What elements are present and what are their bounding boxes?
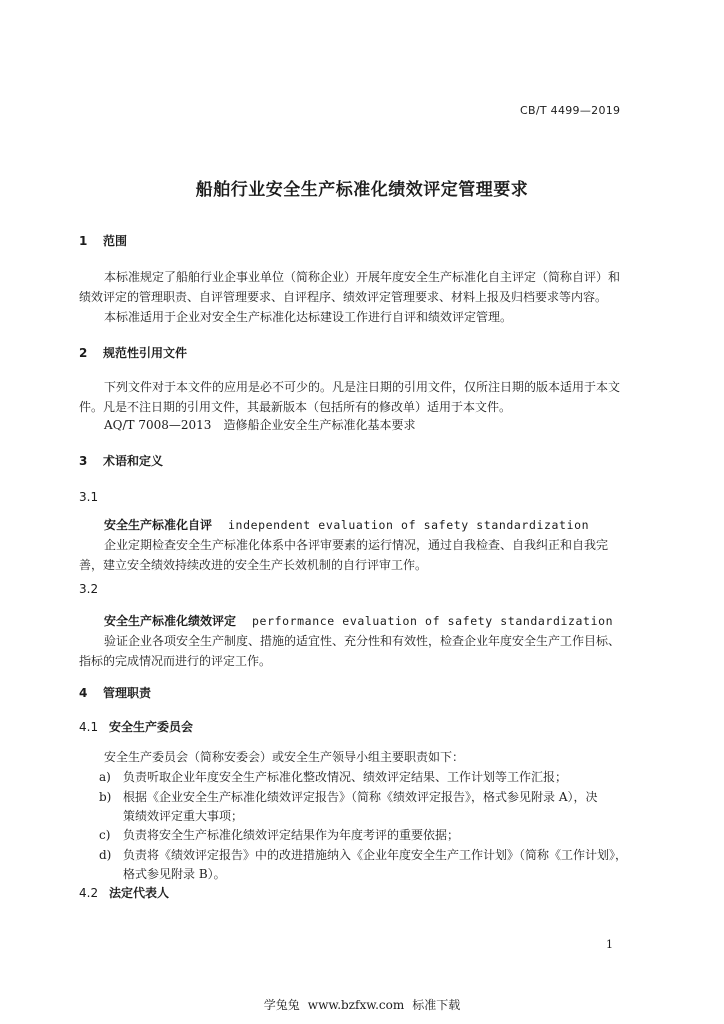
list-item-text-continued: 策绩效评定重大事项； bbox=[123, 809, 244, 823]
term-chinese: 安全生产标准化绩效评定 bbox=[104, 614, 237, 628]
list-item bbox=[99, 768, 659, 786]
term-english: independent evaluation of safety standardization bbox=[228, 518, 590, 532]
subsection-3-2-number: 3.2 bbox=[79, 582, 99, 596]
subsection-4-2-heading bbox=[79, 884, 169, 901]
definition-line: 善，建立安全绩效持续改进的安全生产长效机制的自行评审工作。 bbox=[79, 558, 428, 572]
section-title: 规范性引用文件 bbox=[103, 346, 188, 360]
standard-number: CB/T 4499—2019 bbox=[520, 104, 621, 117]
term-english: performance evaluation of safety standardization bbox=[252, 614, 614, 628]
paragraph-line: 下列文件对于本文件的应用是必不可少的。凡是注日期的引用文件，仅所注日期的版本适用于本文 bbox=[104, 380, 621, 394]
subsection-number: 4.2 bbox=[79, 886, 99, 900]
document-title: 船舶行业安全生产标准化绩效评定管理要求 bbox=[195, 180, 529, 200]
section-4-heading bbox=[79, 684, 151, 701]
section-title: 术语和定义 bbox=[103, 454, 164, 468]
list-item-label: b) bbox=[99, 790, 112, 804]
section-title: 范围 bbox=[103, 234, 128, 248]
footer-tagline: 标准下载 bbox=[412, 998, 461, 1012]
list-item bbox=[99, 826, 659, 844]
paragraph-line: 本标准适用于企业对安全生产标准化达标建设工作进行自评和绩效评定管理。 bbox=[104, 310, 513, 324]
section-title: 管理职责 bbox=[103, 686, 152, 700]
list-item-text: 负责听取企业年度安全生产标准化整改情况、绩效评定结果、工作计划等工作汇报； bbox=[123, 770, 568, 784]
footer-url-link[interactable]: www.bzfxw.com bbox=[307, 998, 405, 1012]
list-item-label: d) bbox=[99, 848, 112, 862]
definition-line: 指标的完成情况而进行的评定工作。 bbox=[79, 654, 272, 668]
section-number: 3 bbox=[79, 454, 88, 468]
paragraph-line: 本标准规定了船舶行业企事业单位（简称企业）开展年度安全生产标准化自主评定（简称自评）和 bbox=[104, 270, 621, 284]
definition-line: 验证企业各项安全生产制度、措施的适宜性、充分性和有效性，检查企业年度安全生产工作目标、 bbox=[104, 634, 621, 648]
subsection-3-1-number: 3.1 bbox=[79, 490, 99, 504]
list-item-label: c) bbox=[99, 828, 111, 842]
term-3-2 bbox=[104, 612, 613, 629]
footer-site-name: 学兔兔 bbox=[263, 998, 300, 1012]
section-number: 1 bbox=[79, 234, 88, 248]
list-item-text: 根据《企业安全生产标准化绩效评定报告》（简称《绩效评定报告》，格式参见附录 A），决 bbox=[123, 790, 598, 804]
list-item-text: 负责将《绩效评定报告》中的改进措施纳入《企业年度安全生产工作计划》（简称《工作计划》， bbox=[123, 848, 628, 862]
list-item-text-continued: 格式参见附录 B）。 bbox=[123, 867, 226, 881]
section-2-heading bbox=[79, 344, 187, 361]
page-number: 1 bbox=[606, 938, 613, 951]
site-footer bbox=[0, 996, 724, 1013]
paragraph-line: 绩效评定的管理职责、自评管理要求、自评程序、绩效评定管理要求、材料上报及归档要求等内容。 bbox=[79, 290, 608, 304]
list-item-label: a) bbox=[99, 770, 111, 784]
paragraph-line: 安全生产委员会（简称安委会）或安全生产领导小组主要职责如下： bbox=[104, 750, 465, 764]
subsection-title: 法定代表人 bbox=[109, 886, 170, 900]
definition-line: 企业定期检查安全生产标准化体系中各评审要素的运行情况，通过自我检查、自我纠正和自我完 bbox=[104, 538, 609, 552]
subsection-title: 安全生产委员会 bbox=[109, 720, 194, 734]
section-3-heading bbox=[79, 452, 163, 469]
list-item bbox=[99, 788, 659, 824]
list-item-text: 负责将安全生产标准化绩效评定结果作为年度考评的重要依据； bbox=[123, 828, 460, 842]
subsection-4-1-heading bbox=[79, 718, 193, 735]
section-number: 4 bbox=[79, 686, 88, 700]
section-number: 2 bbox=[79, 346, 88, 360]
list-item bbox=[99, 846, 659, 882]
normative-reference: AQ/T 7008—2013 造修船企业安全生产标准化基本要求 bbox=[104, 418, 416, 432]
section-1-heading bbox=[79, 232, 127, 249]
paragraph-line: 件。凡是不注日期的引用文件，其最新版本（包括所有的修改单）适用于本文件。 bbox=[79, 400, 512, 414]
term-3-1 bbox=[104, 516, 589, 533]
term-chinese: 安全生产标准化自评 bbox=[104, 518, 213, 532]
subsection-number: 4.1 bbox=[79, 720, 99, 734]
